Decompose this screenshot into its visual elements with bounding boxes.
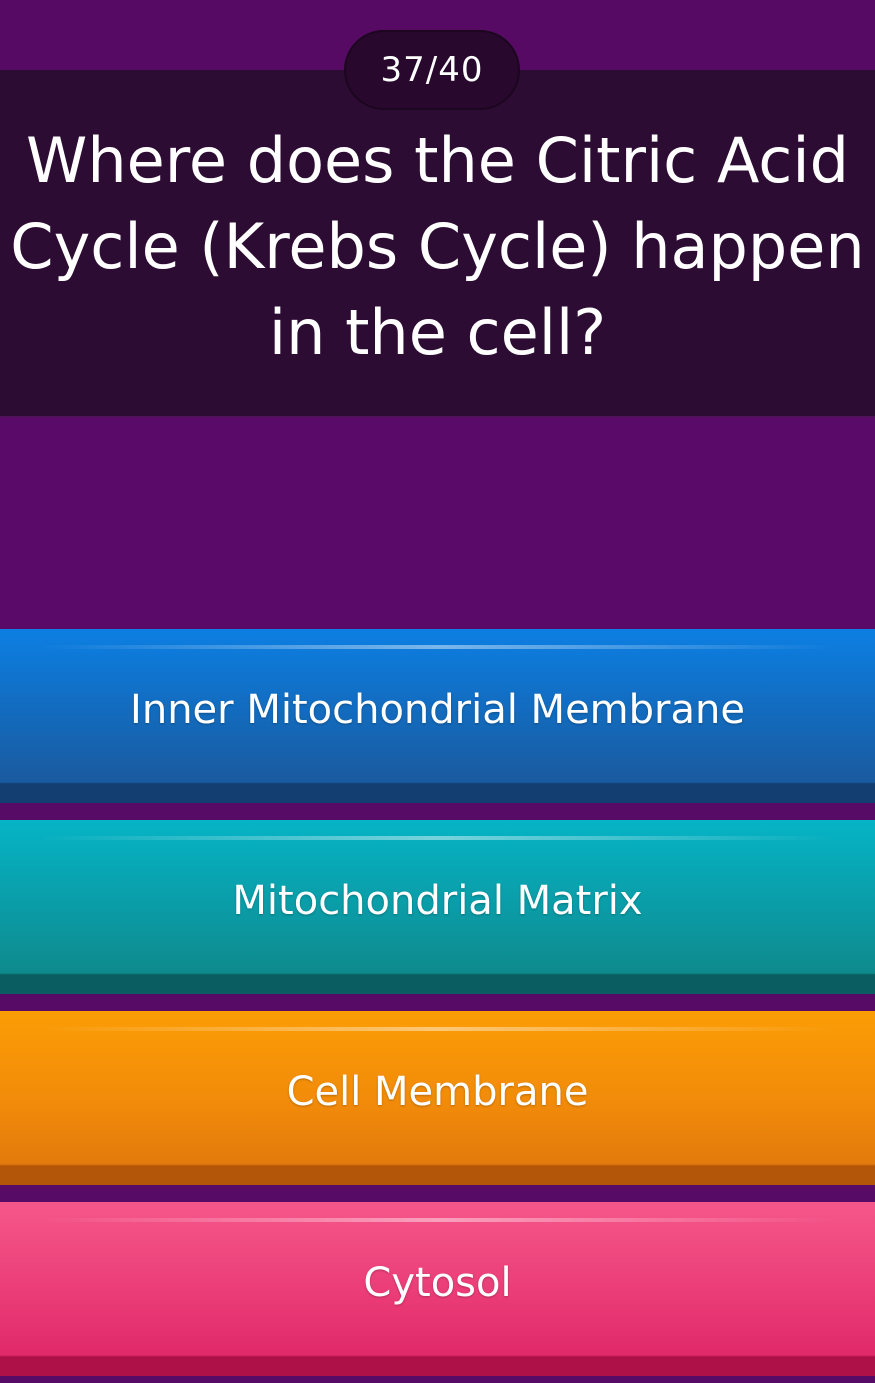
option-highlight [40,1218,835,1222]
answer-option-1[interactable] [0,629,875,803]
answer-option-2-label: Mitochondrial Matrix [232,878,643,924]
answer-option-1-label: Inner Mitochondrial Membrane [130,687,745,733]
question-counter [344,30,520,110]
option-highlight [40,836,835,840]
option-highlight [40,1027,835,1031]
answer-option-4-label: Cytosol [363,1260,512,1306]
answer-option-3-label: Cell Membrane [286,1069,589,1115]
answer-option-2[interactable] [0,820,875,994]
question-image-area [0,417,875,629]
answer-option-3[interactable] [0,1011,875,1185]
question-counter-text: 37/40 [380,50,484,90]
option-highlight [40,645,835,649]
question-text: Where does the Citric Acid Cycle (Krebs Cycle) happen in the cell? [10,124,865,369]
answer-option-4[interactable] [0,1202,875,1376]
